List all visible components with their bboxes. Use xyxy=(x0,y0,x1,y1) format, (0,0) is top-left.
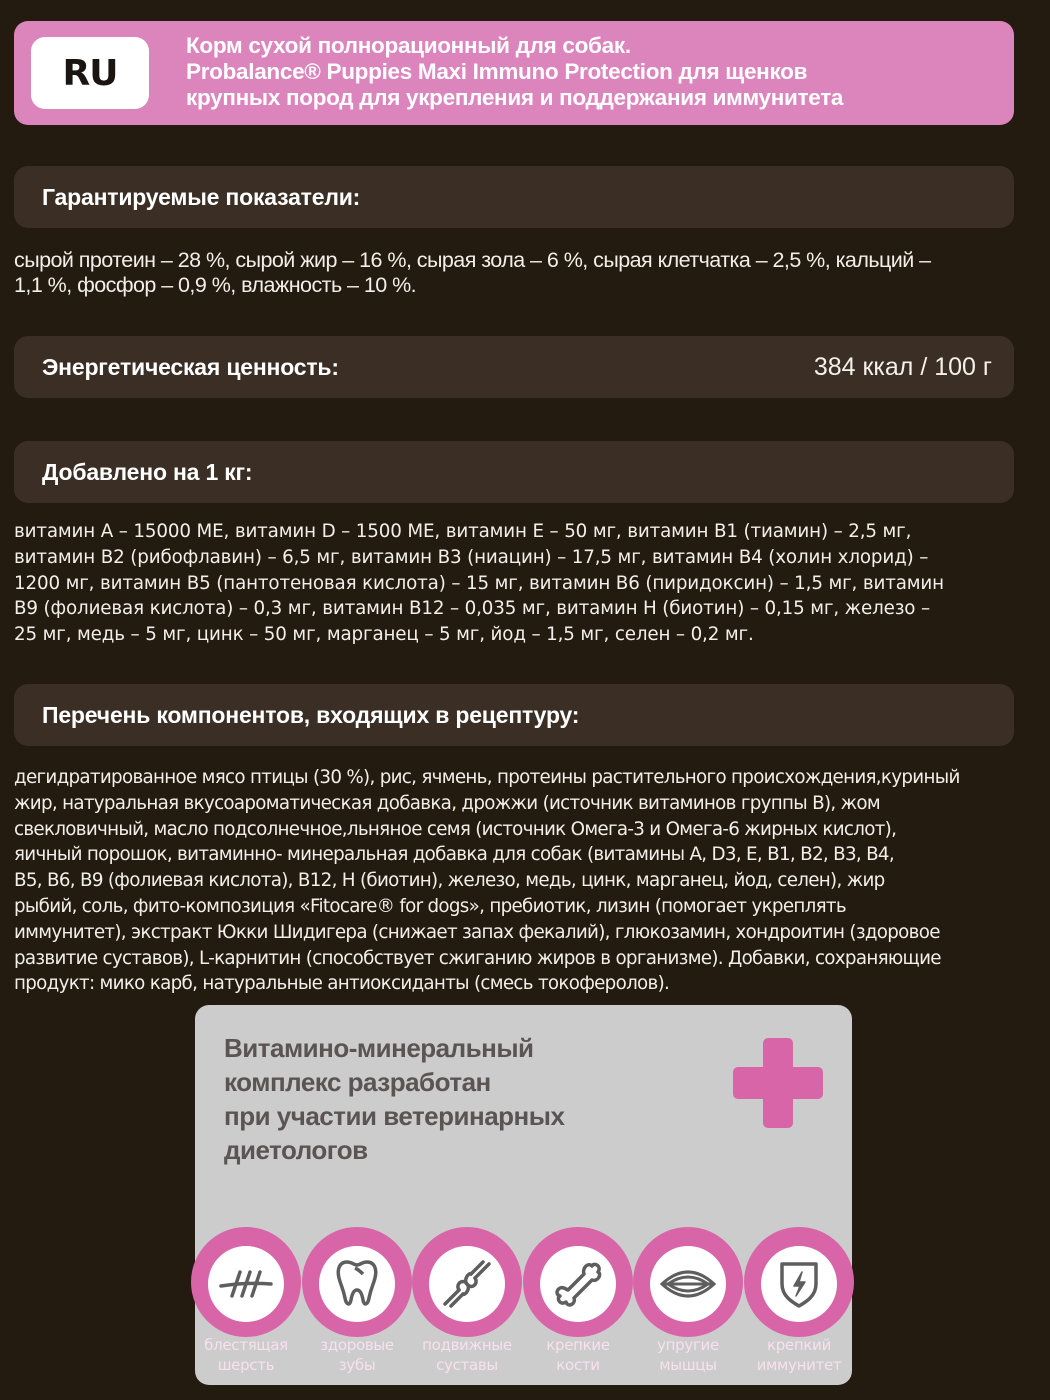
benefit-label: здоровые зубы xyxy=(320,1336,394,1374)
section-header-added xyxy=(14,441,1014,503)
text-line: 1,1 %, фосфор – 0,9 %, влажность – 10 %. xyxy=(14,273,417,297)
benefit-label: упругие мышцы xyxy=(657,1336,719,1374)
section-title: Гарантируемые показатели: xyxy=(42,183,361,210)
section-header-ingredients xyxy=(14,684,1014,746)
guaranteed-text xyxy=(14,248,1024,298)
section-title: Добавлено на 1 кг: xyxy=(42,458,253,485)
text-line: жир, натуральная вкусоароматическая добавка, дрожжи (источник витаминов группы В), жом xyxy=(14,792,880,814)
bone-icon xyxy=(540,1246,616,1322)
section-header-energy xyxy=(14,336,1014,398)
card-line: диетологов xyxy=(224,1135,368,1165)
title-line: Корм сухой полнорационный для собак. xyxy=(186,33,631,58)
shield-icon xyxy=(761,1246,837,1322)
text-line: яичный порошок, витаминно- минеральная добавка для собак (витамины А, D3, Е, В1, В2, В3, В4, xyxy=(14,844,894,866)
text-line: дегидратированное мясо птицы (30 %), рис, ячмень, протеины растительного происхождения,куриный xyxy=(14,767,960,788)
fur-icon xyxy=(208,1246,284,1322)
text-line: витамин А – 15000 МЕ, витамин D – 1500 МЕ, витамин Е – 50 мг, витамин В1 (тиамин) – 2,5 мг, xyxy=(14,521,912,542)
text-line: свекловичный, масло подсолнечное,льняное семя (источник Омега-3 и Омега-6 жирных кислот), xyxy=(14,818,897,840)
title-line: Probalance® Puppies Maxi Immuno Protection для щенков xyxy=(186,59,808,84)
benefit-label: блестящая шерсть xyxy=(204,1336,288,1374)
product-title xyxy=(186,33,1006,111)
energy-value: 384 ккал / 100 г xyxy=(813,352,992,381)
text-line: В5, В6, В9 (фолиевая кислота), В12, Н (биотин), железо, медь, цинк, марганец, йод, селен), жир xyxy=(14,870,885,892)
text-line: 25 мг, медь – 5 мг, цинк – 50 мг, марганец – 5 мг, йод – 1,5 мг, селен – 0,2 мг. xyxy=(14,624,754,646)
tooth-icon xyxy=(319,1246,395,1322)
title-line: крупных пород для укрепления и поддержания иммунитета xyxy=(186,85,844,110)
card-line: Витамино-минеральный xyxy=(224,1033,534,1063)
text-line: иммунитет), экстракт Юкки Шидигера (снижает запах фекалий), глюкозамин, хондроитин (здоровое xyxy=(14,921,940,943)
section-header-guaranteed xyxy=(14,166,1014,228)
text-line: рыбий, соль, фито-композиция «Fitocare® for dogs», пребиотик, лизин (помогает укреплять xyxy=(14,895,846,917)
text-line: развитие суставов), L-карнитин (способствует сжиганию жиров в организме). Добавки, сохраняющие xyxy=(14,947,941,969)
card-line: при участии ветеринарных xyxy=(224,1101,565,1131)
section-title: Перечень компонентов, входящих в рецептуру: xyxy=(42,701,580,728)
text-line: витамин В2 (рибофлавин) – 6,5 мг, витамин В3 (ниацин) – 17,5 мг, витамин В4 (холин хлорид) – xyxy=(14,546,929,568)
ingredients-text xyxy=(14,765,1024,997)
text-line: 1200 мг, витамин В5 (пантотеновая кислота) – 15 мг, витамин В6 (пиридоксин) – 1,5 мг, витамин xyxy=(14,572,944,594)
text-line: сырой протеин – 28 %, сырой жир – 16 %, сырая зола – 6 %, сырая клетчатка – 2,5 %, кальций – xyxy=(14,248,931,272)
benefit-label: подвижные суставы xyxy=(422,1336,512,1374)
benefit-label: крепкие кости xyxy=(546,1336,610,1374)
text-line: продукт: мико карб, натуральные антиоксиданты (смесь токоферолов). xyxy=(14,973,670,995)
language-badge: RU xyxy=(31,37,149,109)
joint-icon xyxy=(429,1246,505,1322)
plus-icon xyxy=(733,1038,823,1128)
card-line: комплекс разработан xyxy=(224,1067,491,1097)
benefit-label: крепкий иммунитет xyxy=(756,1336,842,1374)
title-bar xyxy=(14,21,1014,125)
card-heading xyxy=(224,1031,564,1167)
text-line: В9 (фолиевая кислота) – 0,3 мг, витамин В12 – 0,035 мг, витамин Н (биотин) – 0,15 мг, железо – xyxy=(14,598,930,620)
section-title: Энергетическая ценность: xyxy=(42,353,339,380)
vitamins-text xyxy=(14,519,1024,648)
vitamin-complex-card xyxy=(195,1005,852,1385)
muscle-icon xyxy=(650,1246,726,1322)
